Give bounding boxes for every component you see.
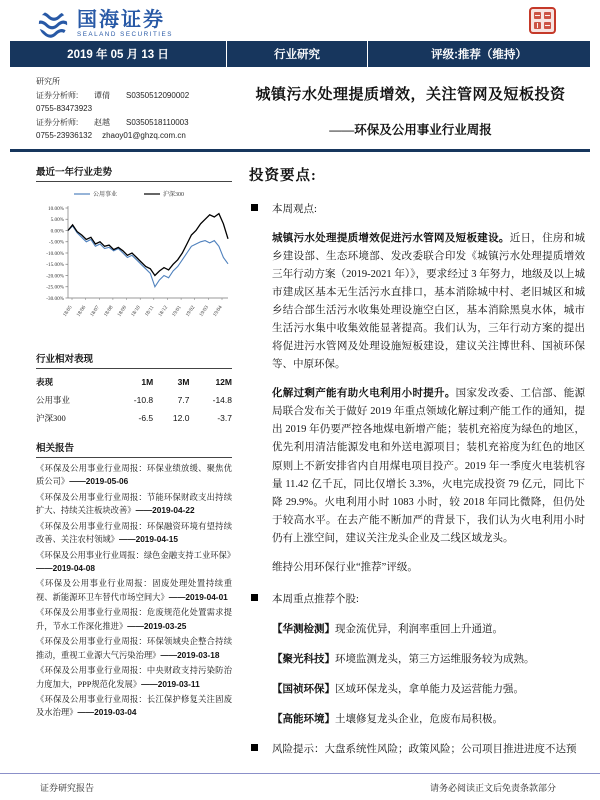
paragraph-text: 维持公用环保行业“推荐”评级。 <box>272 561 418 573</box>
report-item <box>36 577 232 604</box>
related-reports-title: 相关报告 <box>36 440 232 458</box>
svg-text:5.00%: 5.00% <box>50 217 64 224</box>
svg-text:19/02: 19/02 <box>184 304 197 318</box>
report-rating: 评级:推荐（维持） <box>431 49 527 61</box>
stock-name: 【国祯环保】 <box>272 683 335 695</box>
svg-text:0.00%: 0.00% <box>50 228 64 235</box>
report-category: 行业研究 <box>227 41 368 67</box>
footer-left-label: 证券研究报告 <box>40 783 95 793</box>
brand-name-en: SEALAND SECURITIES <box>77 30 173 38</box>
report-title: 《环保及公用事业行业周报：危废规范化处置需求提升，节水工作深化推进》 <box>36 608 232 631</box>
red-seal-stamp-icon <box>529 7 556 34</box>
report-title: 《环保及公用事业行业周报：环保领域央企整合持续推动，重视工业源大气污染治理》 <box>36 637 232 660</box>
analyst-phone: 0755-83473923 <box>36 104 93 114</box>
table-header-cell: 表现 <box>36 376 54 387</box>
table-row <box>36 391 232 409</box>
table-header-cell: 3M <box>177 376 190 387</box>
square-bullet-icon <box>251 594 258 601</box>
analyst-email: zhaoy01@ghzq.com.cn <box>102 131 186 141</box>
report-item <box>36 693 232 720</box>
report-title: 《环保及公用事业行业周报：环保业绩放缓、聚焦优质公司》 <box>36 463 232 487</box>
stock-name: 【聚光科技】 <box>272 653 335 665</box>
brand-row <box>0 0 600 41</box>
trend-section <box>36 164 232 338</box>
report-date: ——2019-03-11 <box>141 678 200 689</box>
svg-text:-25.00%: -25.00% <box>46 284 64 291</box>
report-item <box>36 664 232 691</box>
table-row <box>36 409 232 427</box>
svg-text:-20.00%: -20.00% <box>46 273 64 280</box>
table-header-row <box>36 373 232 391</box>
report-subtitle: ——环保及公用事业行业周报 <box>329 123 492 137</box>
stock-recommendation <box>272 651 585 666</box>
svg-text:18/05: 18/05 <box>61 304 74 318</box>
svg-text:18/09: 18/09 <box>116 304 129 318</box>
svg-text:19/01: 19/01 <box>171 304 183 318</box>
analyst-label: 证券分析师: <box>36 117 79 127</box>
stock-comment: 土壤修复龙头企业，危废布局积极。 <box>335 713 503 725</box>
body-paragraph <box>272 559 585 577</box>
svg-text:公用事业: 公用事业 <box>93 192 118 199</box>
report-title: 《环保及公用事业行业周报：长江保护修复关注固废及水治理》 <box>36 694 232 718</box>
paragraph-lead: 化解过剩产能有助火电利用小时提升。 <box>272 388 456 400</box>
report-date: ——2019-04-08 <box>36 563 96 574</box>
table-cell: 7.7 <box>177 394 190 405</box>
footer-right-label: 请务必阅读正文后免责条款部分 <box>429 783 556 793</box>
report-item <box>36 635 232 662</box>
brand-name <box>77 10 173 38</box>
content-columns <box>0 152 600 770</box>
svg-text:10.00%: 10.00% <box>48 205 64 212</box>
relative-performance-section <box>36 351 232 427</box>
table-header-cell: 12M <box>215 376 232 387</box>
svg-text:18/07: 18/07 <box>89 304 101 318</box>
table-cell: 12.0 <box>172 412 190 423</box>
report-item <box>36 462 232 489</box>
table-cell: 沪深300 <box>36 412 66 423</box>
report-item <box>36 520 232 547</box>
analyst-label: 证券分析师: <box>36 90 79 100</box>
stock-comment: 区域环保龙头，拿单能力及运营能力强。 <box>335 683 524 695</box>
brand-name-cn: 国海证券 <box>77 8 165 31</box>
svg-text:沪深300: 沪深300 <box>163 192 185 199</box>
table-cell: -3.7 <box>217 412 232 423</box>
key-points-body <box>249 201 585 756</box>
bullet-item <box>249 201 585 216</box>
svg-text:19/03: 19/03 <box>198 304 211 318</box>
table-cell: 公用事业 <box>36 394 71 405</box>
analyst-code: S0350518110003 <box>126 117 189 127</box>
report-date: 2019 年 05 月 13 日 <box>10 41 227 67</box>
svg-text:-30.00%: -30.00% <box>46 295 64 302</box>
analyst-row <box>36 116 236 130</box>
bullet-text: 本周重点推荐个股: <box>272 593 359 605</box>
report-date: ——2019-03-04 <box>77 707 137 718</box>
report-date: ——2019-04-22 <box>135 505 195 516</box>
title-block <box>236 75 585 143</box>
report-item <box>36 549 236 576</box>
stock-recommendation <box>272 621 585 636</box>
bullet-item <box>249 741 585 756</box>
sealand-wave-logo-icon <box>36 7 70 41</box>
stock-name: 【高能环境】 <box>272 713 335 725</box>
page-footer <box>0 773 600 794</box>
svg-text:18/11: 18/11 <box>143 304 156 318</box>
svg-text:-15.00%: -15.00% <box>46 262 64 269</box>
analyst-rows <box>36 89 236 143</box>
report-title: 《环保及公用事业行业周报：中央财政支持污染防治力度加大，PPP规范化发展》 <box>36 666 232 689</box>
report-title: 《环保及公用事业行业周报：固废处理处置持续重视、新能源环卫车替代市场空间大》 <box>36 579 232 602</box>
table-cell: -10.8 <box>133 394 154 405</box>
table-cell: -6.5 <box>138 412 154 423</box>
industry-trend-chart <box>36 186 232 338</box>
paragraph-text: 国家发改委、工信部、能源局联合发布关于做好 2019 年重点领域化解过剩产能工作的通知，提出 2019 年仍要严控各地煤电新增产能；装机充裕度为绿色的地区，优先利用清洁能源发电和外送电源项目；装机充裕度为红色的地区原则上不新安排省内自用煤电项目投产。2019 年一季度火电装机容量 11.42 亿千瓦，同比仅增长 3.3%，火电完成投资 79 亿元，同比下降 29.9%。火电利用小时 1083 小时，较 2018 年同比微降，但仍处于较高水平。在去产能不断加严的背景下，我们认为火电利用小时仍有上涨空间，建议关注龙头企业及二线区域龙头。 <box>272 388 586 544</box>
square-bullet-icon <box>251 204 258 211</box>
analyst-info <box>36 75 236 143</box>
analyst-code: S0350512090002 <box>126 90 190 100</box>
svg-text:18/12: 18/12 <box>157 304 170 318</box>
stock-comment: 环境监测龙头，第三方运维服务较为成熟。 <box>335 653 535 665</box>
bullet-text: 风险提示：大盘系统性风险；政策风险；公司项目推进进度不达预 <box>272 743 577 755</box>
report-title: 《环保及公用事业行业周报：节能环保财政支出持续扩大、持续关注板块改善》 <box>36 492 232 516</box>
trend-section-title: 最近一年行业走势 <box>36 164 232 182</box>
body-paragraph <box>272 385 585 547</box>
report-date: ——2019-04-01 <box>168 591 228 602</box>
stock-recommendation <box>272 711 585 726</box>
related-reports-list <box>36 462 236 720</box>
analyst-phone: 0755-23936132 <box>36 131 93 141</box>
intro-section <box>0 67 600 145</box>
paragraph-lead: 城镇污水处理提质增效促进污水管网及短板建设。 <box>272 232 510 244</box>
analyst-dept: 研究所 <box>36 77 60 86</box>
report-title: 《环保及公用事业行业周报：绿色金融支持工业环保》 <box>36 550 236 560</box>
header-bar <box>10 41 590 67</box>
relative-performance-title: 行业相对表现 <box>36 351 232 369</box>
body-paragraph <box>272 230 585 374</box>
related-reports-section <box>36 440 236 720</box>
report-date: ——2019-03-25 <box>127 620 187 631</box>
brand-logo <box>36 7 173 41</box>
square-bullet-icon <box>251 744 258 751</box>
svg-text:-10.00%: -10.00% <box>46 250 64 257</box>
report-title: 《环保及公用事业行业周报：环保融资环境有望持续改善、关注农村领域》 <box>36 521 232 545</box>
svg-text:18/10: 18/10 <box>130 304 142 318</box>
svg-text:-5.00%: -5.00% <box>48 239 64 246</box>
stock-comment: 现金流优异，利润率重回上升通道。 <box>335 623 503 635</box>
table-header-cell: 1M <box>141 376 154 387</box>
table-cell: -14.8 <box>212 394 232 405</box>
report-title: 城镇污水处理提质增效，关注管网及短板投资 <box>255 87 566 103</box>
stock-recommendation <box>272 681 585 696</box>
analyst-name: 谭倩 <box>94 90 110 100</box>
key-points-heading: 投资要点: <box>249 167 317 184</box>
analyst-contact <box>36 129 236 143</box>
report-date: ——2019-03-18 <box>160 649 220 660</box>
stock-name: 【华测检测】 <box>272 623 335 635</box>
svg-text:18/06: 18/06 <box>75 304 88 318</box>
industry-trend-chart-svg <box>36 186 232 338</box>
analyst-row <box>36 89 236 103</box>
svg-text:18/08: 18/08 <box>102 304 115 318</box>
paragraph-text: 近日，住房和城乡建设部、生态环境部、发改委联合印发《城镇污水处理提质增效三年行动方案（2019-2021 年）》，要求经过 3 年努力，地级及以上城市建成区基本无生活污水直排口，基本消除城中村、老旧城区和城乡结合部生活污水收集处理设施空白区，基本消除黑臭水体，城市生活污水集中收集效能显著提高。我们认为，三年行动方案的提出将促进污水管网及处理设施短板建设，建议关注博世科、国祯环保等、中原环保。 <box>272 232 586 371</box>
bullet-text: 本周观点: <box>272 203 317 215</box>
report-item <box>36 606 232 633</box>
relative-performance-table <box>36 373 232 427</box>
bullet-item <box>249 591 585 606</box>
svg-text:19/04: 19/04 <box>211 304 224 318</box>
report-date: ——2019-05-06 <box>69 476 129 487</box>
analyst-contact <box>36 102 236 116</box>
report-item <box>36 491 232 518</box>
report-date: ——2019-04-15 <box>118 534 179 545</box>
sidebar <box>36 164 236 770</box>
main-column <box>249 164 585 770</box>
analyst-name: 赵越 <box>94 117 110 127</box>
